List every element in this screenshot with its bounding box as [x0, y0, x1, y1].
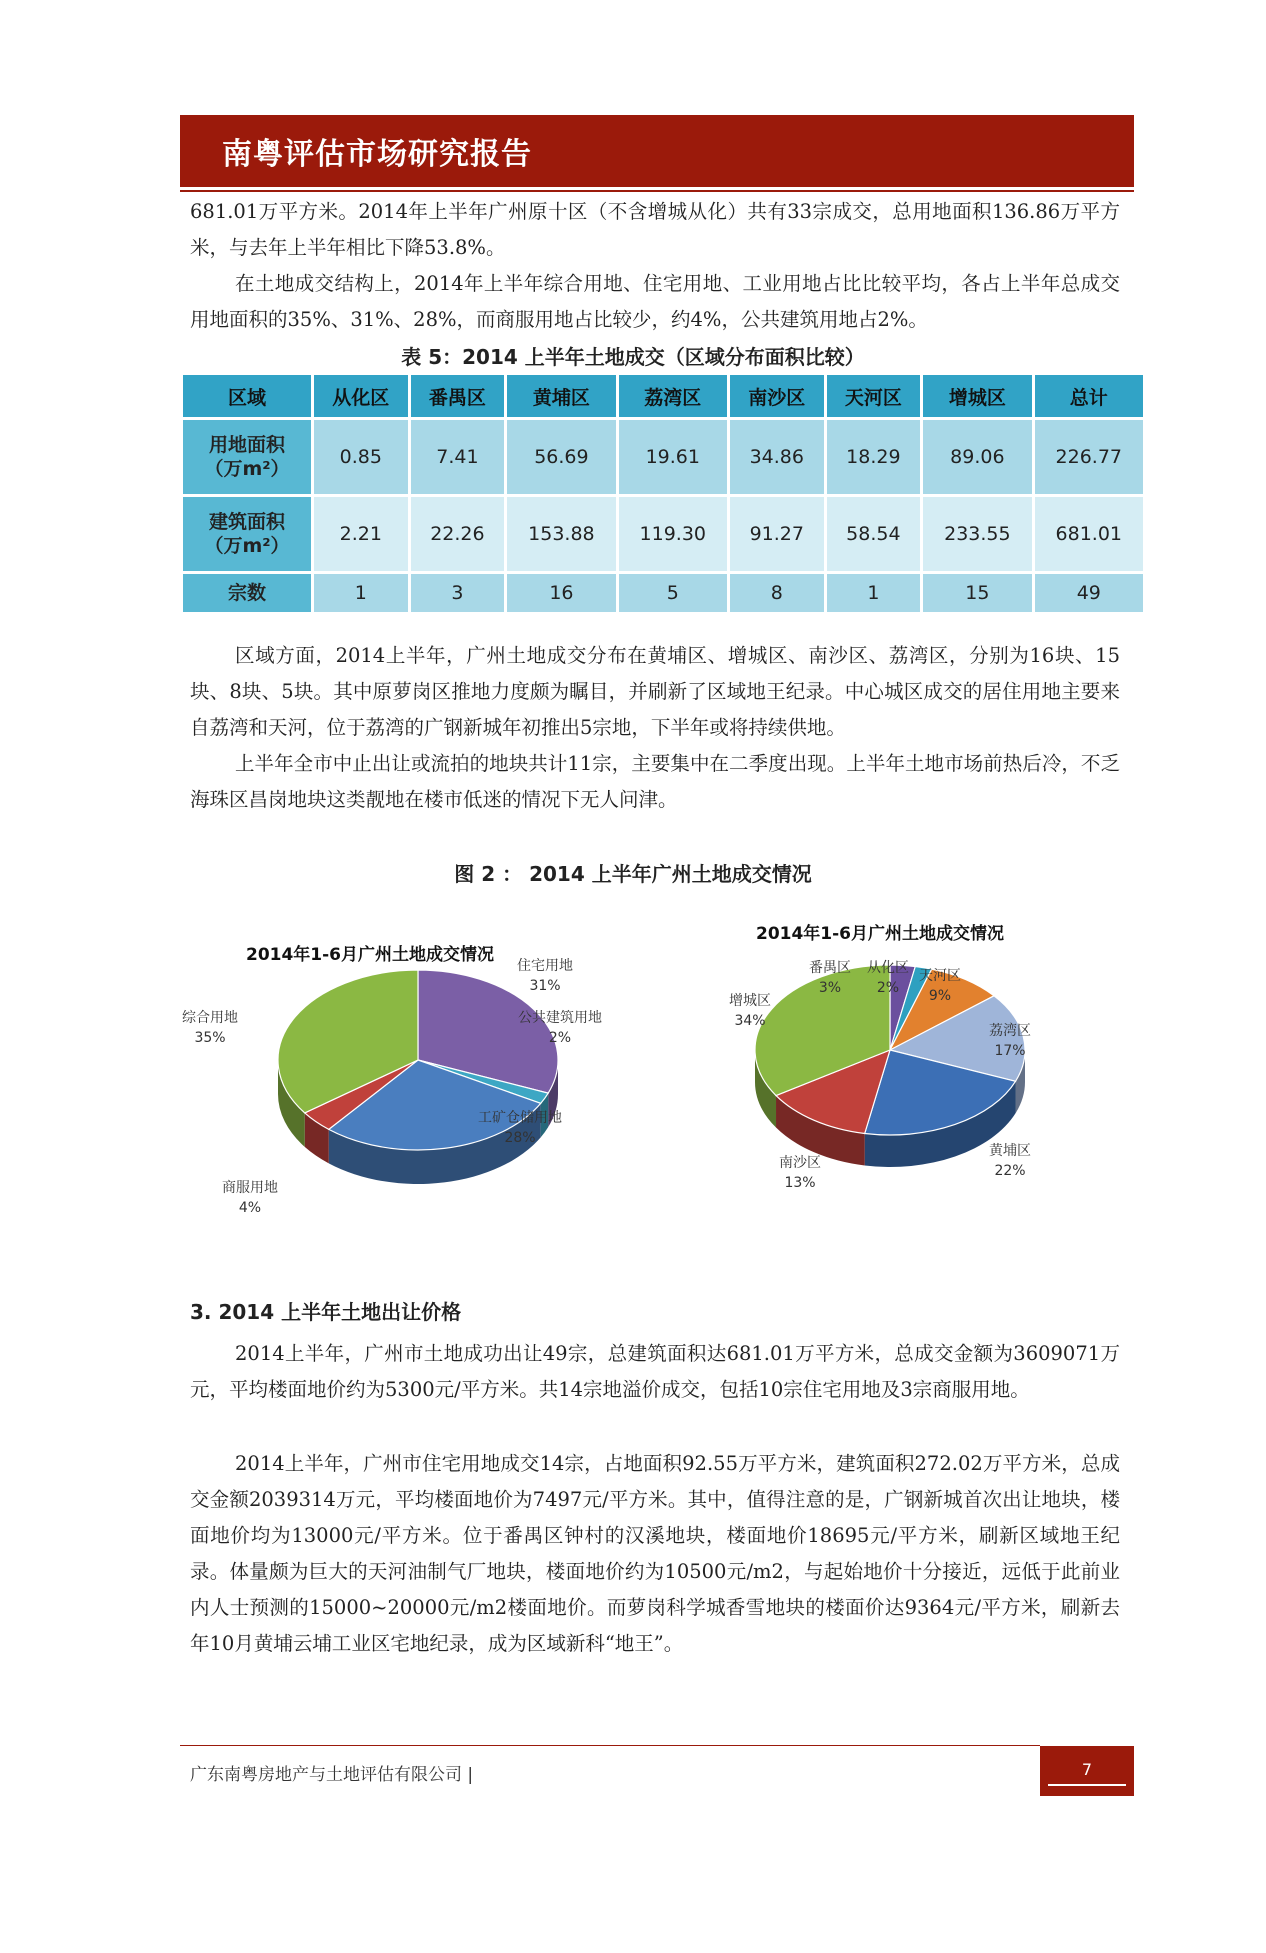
chart-title: 2014年1-6月广州土地成交情况: [245, 945, 495, 965]
table-cell: 2.21: [313, 496, 410, 573]
table-cell: 0.85: [313, 419, 410, 496]
table-header-cell: 黄埔区: [506, 374, 617, 419]
table-cell: 1: [313, 573, 410, 614]
row-label-unit: （万m²）: [204, 458, 290, 480]
slice-label: 从化区 2%: [867, 960, 909, 996]
table-header-cell: 区域: [182, 374, 313, 419]
report-title: 南粤评估市场研究报告: [222, 137, 532, 172]
slice-label: 黄埔区 22%: [989, 1143, 1031, 1179]
table-header-cell: 增城区: [922, 374, 1033, 419]
table-cell: 22.26: [409, 496, 506, 573]
slice-label: 综合用地 35%: [182, 1010, 238, 1046]
report-header-bar: [180, 115, 1134, 187]
table-cell: 56.69: [506, 419, 617, 496]
paragraph-2: 在土地成交结构上，2014年上半年综合用地、住宅用地、工业用地占比比较平均，各占上半年总成交用地面积的35%、31%、28%，而商服用地占比较少，约4%，公共建筑用地占2%。: [190, 272, 1120, 331]
table-header-cell: 总计: [1033, 374, 1144, 419]
table-cell: 153.88: [506, 496, 617, 573]
table-cell: 5: [617, 573, 728, 614]
row-label: [182, 419, 313, 496]
slice-label: 番禺区 3%: [809, 960, 851, 996]
table-header-cell: 天河区: [825, 374, 922, 419]
table-cell: 19.61: [617, 419, 728, 496]
table-header-row: [182, 374, 1145, 419]
table-cell: 119.30: [617, 496, 728, 573]
slice-label: 天河区 9%: [919, 968, 961, 1004]
land-use-pie-chart: [182, 910, 670, 1250]
table-row: [182, 496, 1145, 573]
row-label-line: 宗数: [227, 582, 266, 604]
table-cell: 1: [825, 573, 922, 614]
table-cell: 89.06: [922, 419, 1033, 496]
table-cell: 233.55: [922, 496, 1033, 573]
footer-divider: [180, 1745, 1040, 1746]
table-cell: 3: [409, 573, 506, 614]
table-row: [182, 419, 1145, 496]
table-cell: 58.54: [825, 496, 922, 573]
figure-caption: 图 2 ： 2014 上半年广州土地成交情况: [454, 862, 812, 886]
slice-label: 荔湾区 17%: [989, 1023, 1031, 1059]
table-header-cell: 荔湾区: [617, 374, 728, 419]
table-cell: 8: [728, 573, 825, 614]
table-cell: 16: [506, 573, 617, 614]
slice-label: 住宅用地 31%: [517, 958, 573, 994]
table-cell: 18.29: [825, 419, 922, 496]
paragraph-1: 681.01万平方米。2014年上半年广州原十区（不含增城从化）共有33宗成交，总用地面积136.86万平方米，与去年上半年相比下降53.8%。: [190, 200, 1120, 259]
footer-company: 广东南粤房地产与土地评估有限公司 |: [190, 1765, 474, 1785]
paragraph-4: 上半年全市中止出让或流拍的地块共计11宗，主要集中在二季度出现。上半年土地市场前热后冷，不乏海珠区昌岗地块这类靓地在楼市低迷的情况下无人问津。: [190, 752, 1120, 811]
table-cell: 681.01: [1033, 496, 1144, 573]
chart-title: 2014年1-6月广州土地成交情况: [755, 924, 1005, 944]
table-row: [182, 573, 1145, 614]
table-cell: 49: [1033, 573, 1144, 614]
row-label: [182, 573, 313, 614]
row-label-unit: （万m²）: [204, 535, 290, 557]
slice-label: 商服用地 4%: [222, 1180, 278, 1216]
land-table: [180, 372, 1146, 615]
page-underline: [1048, 1784, 1126, 1786]
district-pie-chart: [700, 905, 1120, 1245]
slice-label: 增城区 34%: [729, 993, 771, 1029]
table-cell: 34.86: [728, 419, 825, 496]
paragraph-5: 2014上半年，广州市土地成功出让49宗，总建筑面积达681.01万平方米，总成交金额为3609071万元，平均楼面地价约为5300元/平方米。共14宗地溢价成交，包括10宗住宅用地及3宗商服用地。: [190, 1342, 1120, 1401]
table-cell: 91.27: [728, 496, 825, 573]
table-header-cell: 番禺区: [409, 374, 506, 419]
page-number: 7: [1081, 1760, 1093, 1779]
row-label-line: 用地面积: [208, 434, 285, 456]
paragraph-6: 2014上半年，广州市住宅用地成交14宗，占地面积92.55万平方米，建筑面积272.02万平方米，总成交金额2039314万元，平均楼面地价为7497元/平方米。其中，值得注意的是，广钢新城首次出让地块，楼面地价均为13000元/平方米。位于番禺区钟村的汉溪地块，楼面地价18695元/平方米，刷新区域地王纪录。体量颇为巨大的天河油制气厂地块，楼面地价约为10500元/m2，与起始地价十分接近，远低于此前业内人士预测的15000~20000元/m2楼面地价。而萝岗科学城香雪地块的楼面价达9364元/平方米，刷新去年10月黄埔云埔工业区宅地纪录，成为区域新科“地王”。: [190, 1452, 1120, 1655]
table-header-cell: 从化区: [313, 374, 410, 419]
table-header-cell: 南沙区: [728, 374, 825, 419]
header-divider: [180, 190, 1134, 192]
table-cell: 7.41: [409, 419, 506, 496]
paragraph-3: 区域方面，2014上半年，广州土地成交分布在黄埔区、增城区、南沙区、荔湾区，分别为16块、15块、8块、5块。其中原萝岗区推地力度颇为瞩目，并刷新了区域地王纪录。中心城区成交的居住用地主要来自荔湾和天河，位于荔湾的广钢新城年初推出5宗地，下半年或将持续供地。: [190, 644, 1120, 739]
slice-label: 工矿仓储用地 28%: [478, 1110, 562, 1146]
table-cell: 15: [922, 573, 1033, 614]
row-label-line: 建筑面积: [208, 511, 285, 533]
slice-label: 南沙区 13%: [779, 1155, 821, 1191]
table-cell: 226.77: [1033, 419, 1144, 496]
page-number-box: [1040, 1746, 1134, 1796]
slice-label: 公共建筑用地 2%: [518, 1010, 602, 1046]
section-title: 3. 2014 上半年土地出让价格: [190, 1300, 462, 1324]
row-label: [182, 496, 313, 573]
table-caption: 表 5：2014 上半年土地成交（区域分布面积比较）: [401, 345, 865, 369]
